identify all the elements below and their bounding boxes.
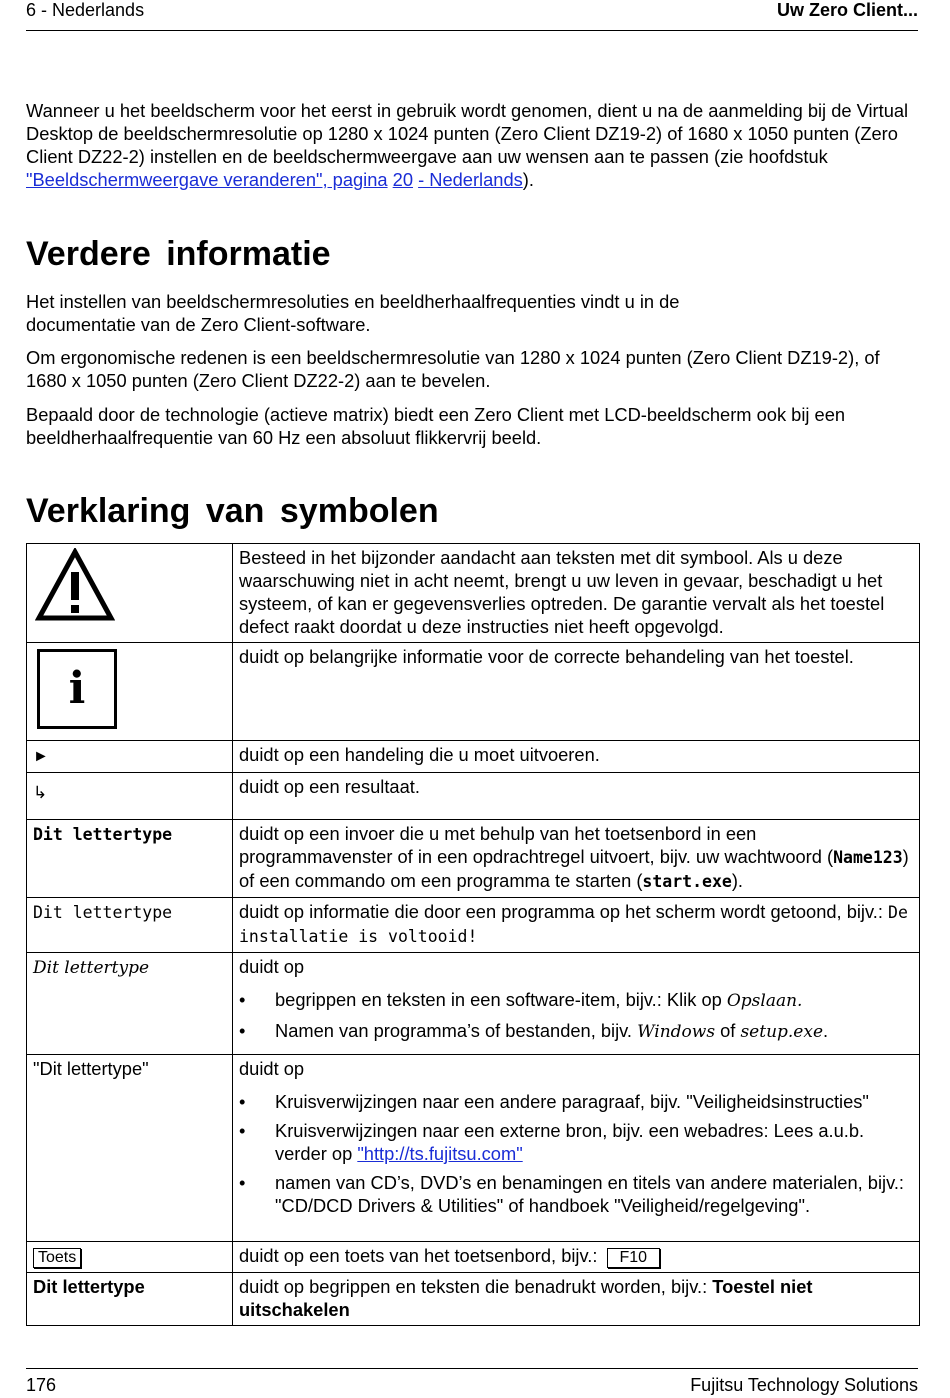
italic-b2-end: . — [823, 1020, 829, 1041]
verdere-paragraph-1: Het instellen van beeldschermresoluties en beeldherhaalfrequenties vindt u in de documentatie van de Zero Client-software. — [26, 291, 680, 335]
action-arrow-icon: ► — [33, 748, 49, 765]
result-description: duidt op een resultaat. — [233, 773, 920, 820]
table-row-output-font — [27, 898, 920, 953]
table-row-key — [27, 1242, 920, 1273]
warning-symbol-cell — [27, 544, 233, 643]
page-header — [26, 0, 918, 31]
table-row-info — [27, 643, 920, 741]
quoted-bullet-list — [239, 1090, 913, 1217]
key-label: Toets — [33, 1248, 81, 1268]
action-symbol-cell — [27, 741, 233, 773]
input-code-password: Name123 — [833, 848, 903, 867]
key-font-cell — [27, 1242, 233, 1273]
key-description — [233, 1242, 920, 1273]
crossref-link[interactable]: "Beeldschermweergave veranderen", pagina — [26, 169, 388, 190]
italic-b2-mid: of — [715, 1020, 741, 1041]
warning-triangle-icon — [35, 548, 115, 624]
header-chapter: Uw Zero Client... — [776, 0, 918, 20]
key-example-f10: F10 — [607, 1248, 661, 1268]
italic-font-description — [233, 953, 920, 1055]
quoted-font-label: "Dit lettertype" — [33, 1058, 149, 1079]
result-symbol-cell — [27, 773, 233, 820]
italic-b1-text: begrippen en teksten in een software-item, bijv.: Klik op — [275, 989, 727, 1010]
table-row-input-font — [27, 820, 920, 898]
input-font-description — [233, 820, 920, 898]
bold-font-cell — [27, 1273, 233, 1326]
input-code-command: start.exe — [642, 872, 732, 891]
intro-paragraph — [26, 99, 922, 191]
italic-bullet-list — [239, 988, 913, 1044]
input-font-cell — [27, 820, 233, 898]
verdere-paragraph-2: Om ergonomische redenen is een beeldschermresolutie van 1280 x 1024 punten (Zero Client DZ19-2), of 1680 x 1050 punten (Zero Client DZ22-2) aan te bevelen. — [26, 347, 880, 391]
quoted-font-description — [233, 1055, 920, 1242]
output-font-label: Dit lettertype — [33, 903, 173, 922]
bold-desc: duidt op begrippen en teksten die benadrukt worden, bijv.: — [239, 1276, 713, 1297]
italic-b1-example: Opslaan. — [726, 991, 803, 1011]
quoted-intro: duidt op — [239, 1058, 305, 1079]
output-font-description — [233, 898, 920, 953]
action-description: duidt op een handeling die u moet uitvoeren. — [233, 741, 920, 773]
output-desc: duidt op informatie die door een programma op het scherm wordt getoond, bijv.: — [239, 901, 889, 922]
output-code-example: De installatie is voltooid! — [239, 903, 908, 946]
language-link[interactable]: - Nederlands — [418, 169, 523, 190]
list-item — [239, 1019, 913, 1044]
bullet-icon: • — [239, 1172, 246, 1193]
input-font-label: Dit lettertype — [33, 825, 173, 844]
bullet-icon: • — [239, 1091, 246, 1112]
table-row-bold-font — [27, 1273, 920, 1326]
italic-b2-text: Namen van programma’s of bestanden, bijv. — [275, 1020, 638, 1041]
output-font-cell — [27, 898, 233, 953]
bullet-icon: • — [239, 1020, 246, 1041]
list-item — [239, 1171, 913, 1217]
info-symbol-cell — [27, 643, 233, 741]
quoted-b1-text: Kruisverwijzingen naar een andere paragraaf, bijv. "Veiligheidsinstructies" — [275, 1091, 869, 1112]
page-footer — [26, 1368, 918, 1398]
italic-intro: duidt op — [239, 956, 305, 977]
list-item — [239, 988, 913, 1013]
bold-font-description — [233, 1273, 920, 1326]
page-link[interactable]: 20 — [392, 169, 413, 190]
table-row-quoted-font — [27, 1055, 920, 1242]
header-section: 6 - Nederlands — [26, 0, 145, 20]
heading-verklaring-symbolen: Verklaring van symbolen — [26, 492, 439, 530]
quoted-b2-text: Kruisverwijzingen naar een externe bron, bijv. een webadres: Lees a.u.b. verder op — [275, 1120, 865, 1164]
warning-description: Besteed in het bijzonder aandacht aan teksten met dit symbool. Als u deze waarschuwing niet in acht neemt, brengt u uw leven in gevaar, beschadigt u het systeem, of kan er gegevensverlies optreden. De garantie vervalt als het toestel defect raakt doordat u deze instructies niet heeft opgevolgd. — [233, 544, 920, 643]
bold-example: Toestel niet uitschakelen — [239, 1276, 813, 1320]
symbols-table — [26, 543, 920, 1326]
page-number: 176 — [26, 1375, 57, 1395]
bullet-icon: • — [239, 989, 246, 1010]
key-desc: duidt op een toets van het toetsenbord, bijv.: — [239, 1245, 603, 1266]
italic-b2-example-2: setup.exe — [740, 1022, 824, 1042]
list-item — [239, 1090, 913, 1113]
result-arrow-icon: ↳ — [33, 783, 48, 802]
heading-verdere-informatie: Verdere informatie — [26, 235, 331, 273]
info-description: duidt op belangrijke informatie voor de correcte behandeling van het toestel. — [233, 643, 920, 741]
info-glyph: i — [68, 663, 86, 714]
table-row-result — [27, 773, 920, 820]
list-item — [239, 1119, 913, 1165]
intro-end: ). — [522, 169, 534, 190]
table-row-warning — [27, 544, 920, 643]
intro-text: Wanneer u het beeldscherm voor het eerst in gebruik wordt genomen, dient u na de aanmelding bij de Virtual Desktop de beeldschermresolutie op 1280 x 1024 punten (Zero Client DZ19-2) of 1680 x 1050 punten (Zero Client DZ22-2) instellen en de beeldschermweergave aan uw wensen aan te passen (zie hoofdstuk — [26, 100, 909, 167]
italic-font-label: Dit lettertype — [33, 958, 150, 978]
footer-company: Fujitsu Technology Solutions — [690, 1375, 918, 1395]
fujitsu-url-link[interactable]: "http://ts.fujitsu.com" — [357, 1143, 523, 1164]
verdere-paragraph-3: Bepaald door de technologie (actieve matrix) biedt een Zero Client met LCD-beeldscherm ook bij een beeldherhaalfrequentie van 60 Hz een absoluut flikkervrij beeld. — [26, 404, 846, 448]
bullet-icon: • — [239, 1120, 246, 1141]
input-desc-a: duidt op een invoer die u met behulp van het toetsenbord in een programmavenster of in een opdrachtregel uitvoert, bijv. uw wachtwoord ( — [239, 823, 834, 867]
quoted-font-cell — [27, 1055, 233, 1242]
italic-b2-example-1: Windows — [637, 1022, 716, 1042]
quoted-b3-text: namen van CD’s, DVD’s en benamingen en titels van andere materialen, bijv.: "CD/DCD Drivers & Utilities" of handboek "Veiligheid/regelgeving". — [275, 1172, 905, 1216]
bold-font-label: Dit lettertype — [33, 1276, 145, 1297]
table-row-action — [27, 741, 920, 773]
info-icon — [37, 649, 117, 729]
italic-font-cell — [27, 953, 233, 1055]
table-row-italic-font — [27, 953, 920, 1055]
input-desc-b: ) of een commando om een programma te starten ( — [239, 846, 909, 891]
input-desc-c: ). — [731, 870, 743, 891]
